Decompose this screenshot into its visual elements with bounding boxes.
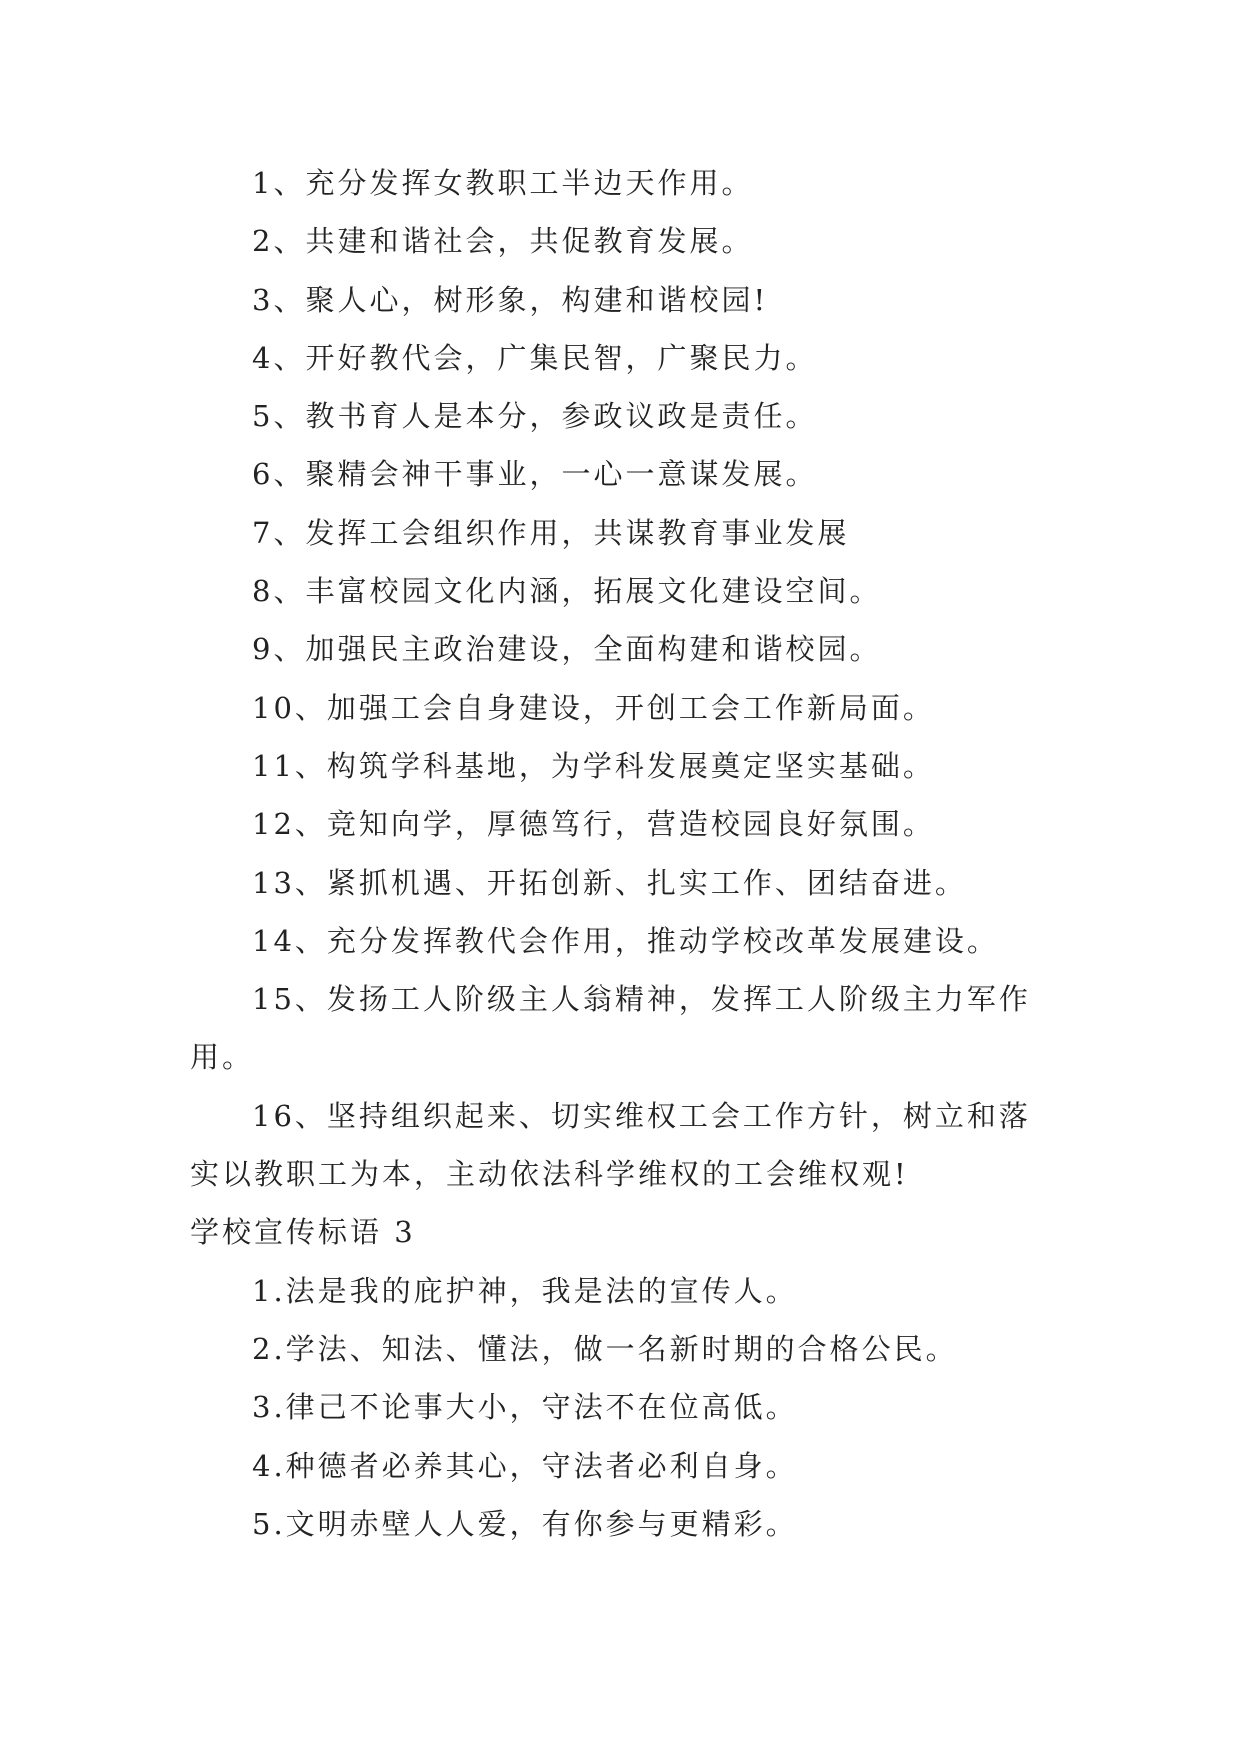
slogan-line: 1、充分发挥女教职工半边天作用。 [252, 166, 754, 200]
slogan-line: 2.学法、知法、懂法，做一名新时期的合格公民。 [252, 1331, 958, 1366]
slogan-line: 3.律己不论事大小，守法不在位高低。 [252, 1390, 798, 1425]
slogan-line: 16、坚持组织起来、切实维权工会工作方针，树立和落实以教职工为本，主动依法科学维权的工会维权观! [190, 1098, 1031, 1192]
section-title: 学校宣传标语 3 [190, 1215, 416, 1250]
slogan-line: 15、发扬工人阶级主人翁精神，发挥工人阶级主力军作用。 [190, 982, 1031, 1075]
slogan-line: 5、教书育人是本分，参政议政是责任。 [252, 399, 818, 434]
slogan-line: 13、紧抓机遇、开拓创新、扎实工作、团结奋进。 [252, 865, 967, 900]
slogan-line: 14、充分发挥教代会作用，推动学校改革发展建设。 [252, 923, 999, 958]
slogan-line: 1.法是我的庇护神，我是法的宣传人。 [252, 1273, 798, 1308]
slogan-line: 10、加强工会自身建设，开创工会工作新局面。 [252, 690, 935, 725]
slogan-line: 6、聚精会神干事业，一心一意谋发展。 [252, 457, 818, 492]
slogan-line: 3、聚人心，树形象，构建和谐校园! [252, 282, 769, 317]
slogan-line: 7、发挥工会组织作用，共谋教育事业发展 [252, 515, 850, 550]
slogan-line: 12、竞知向学，厚德笃行，营造校园良好氛围。 [252, 807, 935, 842]
slogan-line: 4.种德者必养其心，守法者必利自身。 [252, 1448, 798, 1483]
slogan-line: 11、构筑学科基地，为学科发展奠定坚实基础。 [252, 748, 935, 783]
document-body [190, 154, 1060, 1553]
slogan-line: 4、开好教代会，广集民智，广聚民力。 [252, 340, 818, 375]
slogan-line: 2、共建和谐社会，共促教育发展。 [252, 224, 754, 259]
slogan-line: 9、加强民主政治建设，全面构建和谐校园。 [252, 632, 882, 667]
slogan-line: 8、丰富校园文化内涵，拓展文化建设空间。 [252, 574, 882, 609]
slogan-line: 5.文明赤壁人人爱，有你参与更精彩。 [252, 1506, 798, 1541]
